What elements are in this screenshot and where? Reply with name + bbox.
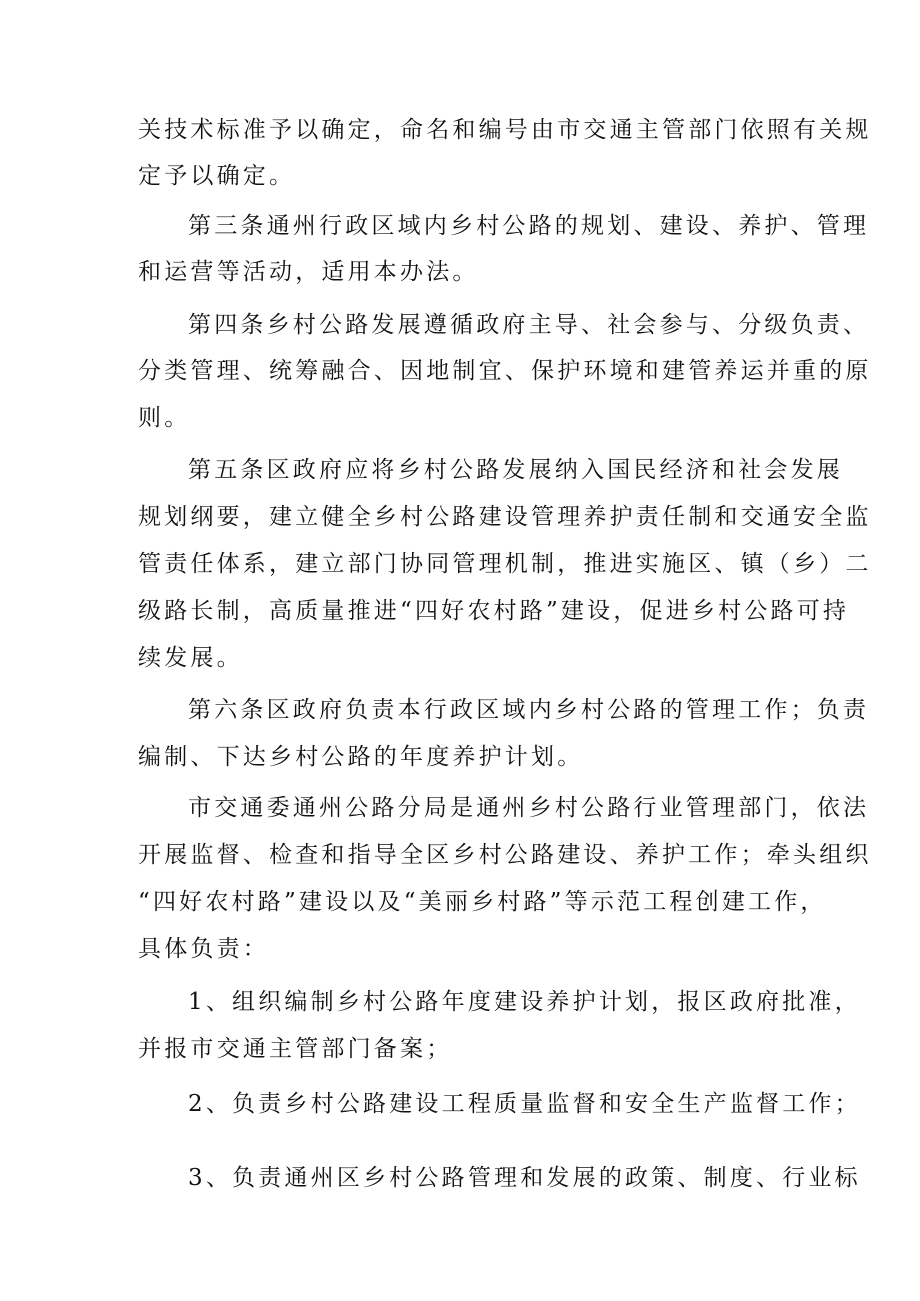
list-item-1-line: 1、组织编制乡村公路年度建设养护计划，报区政府批准， xyxy=(188,989,861,1015)
text-line: 管责任体系，建立部门协同管理机制，推进实施区、镇（乡）二 xyxy=(138,551,872,577)
article-5-line: 第五条区政府应将乡村公路发展纳入国民经济和社会发展 xyxy=(188,457,843,483)
text-line: 关技术标准予以确定，命名和编号由市交通主管部门依照有关规 xyxy=(138,117,872,143)
text-line: “四好农村路”建设以及“美丽乡村路”等示范工程创建工作， xyxy=(138,889,827,915)
text-line: 分类管理、统筹融合、因地制宜、保护环境和建管养运并重的原 xyxy=(138,358,872,384)
text-line: 规划纲要，建立健全乡村公路建设管理养护责任制和交通安全监 xyxy=(138,504,872,530)
text-line: 开展监督、检查和指导全区乡村公路建设、养护工作；牵头组织 xyxy=(138,842,872,868)
text-line: 则。 xyxy=(138,405,191,431)
text-line: 编制、下达乡村公路的年度养护计划。 xyxy=(138,744,584,770)
text-line: 续发展。 xyxy=(138,645,243,671)
article-6-line: 第六条区政府负责本行政区域内乡村公路的管理工作；负责 xyxy=(188,697,870,723)
list-item-3-line: 3、负责通州区乡村公路管理和发展的政策、制度、行业标 xyxy=(188,1165,861,1191)
paragraph-line: 市交通委通州公路分局是通州乡村公路行业管理部门，依法 xyxy=(188,795,870,821)
article-3-line: 第三条通州行政区域内乡村公路的规划、建设、养护、管理 xyxy=(188,213,870,239)
text-line: 定予以确定。 xyxy=(138,163,296,189)
text-line: 和运营等活动，适用本办法。 xyxy=(138,259,479,285)
article-4-line: 第四条乡村公路发展遵循政府主导、社会参与、分级负责、 xyxy=(188,312,870,338)
text-line: 级路长制，高质量推进“四好农村路”建设，促进乡村公路可持 xyxy=(138,598,850,624)
text-line: 具体负责： xyxy=(138,936,269,962)
text-line: 并报市交通主管部门备案； xyxy=(138,1036,453,1062)
list-item-2-line: 2、负责乡村公路建设工程质量监督和安全生产监督工作； xyxy=(188,1091,861,1117)
